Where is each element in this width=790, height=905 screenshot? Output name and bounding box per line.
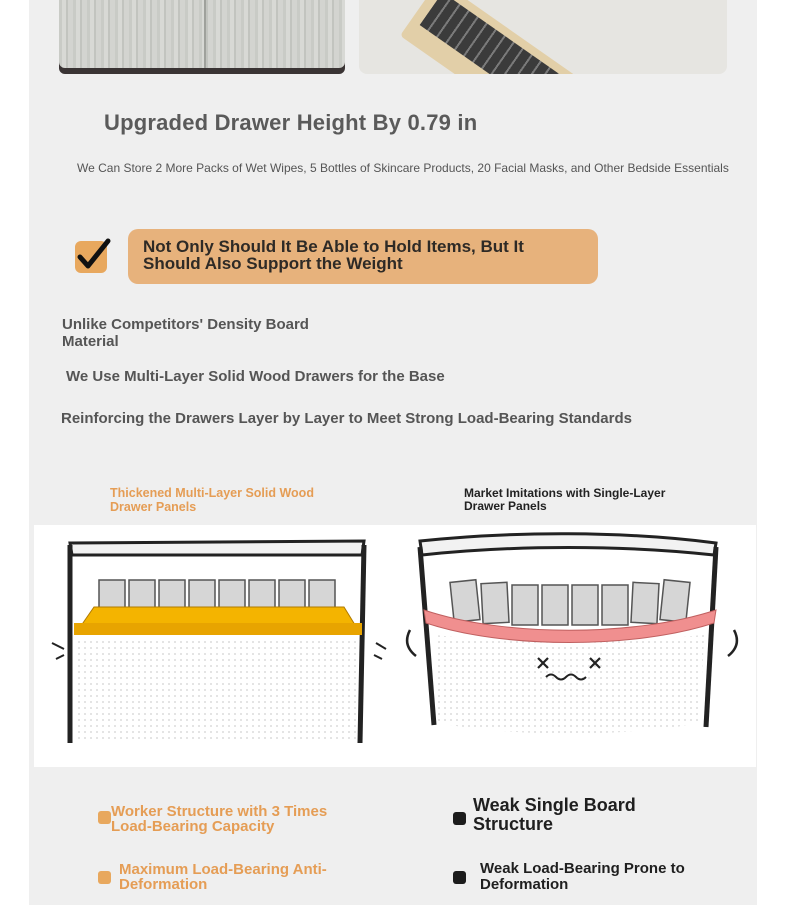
point-text: Unlike Competitors' Density Board Material — [62, 316, 309, 350]
subline: We Can Store 2 More Packs of Wet Wipes, 5 Bottles of Skincare Products, 20 Facial Masks, and Other Bedside Essentials — [77, 161, 729, 175]
bullet-square-icon — [453, 812, 466, 825]
bullet-square-icon — [453, 871, 466, 884]
right-caption: Market Imitations with Single-Layer Drawer Panels — [464, 486, 666, 513]
callout-pill — [128, 229, 598, 284]
left-caption: Thickened Multi-Layer Solid Wood Drawer Panels — [110, 486, 314, 514]
feature-text: Worker Structure with 3 Times Load-Bearing Capacity — [111, 803, 328, 835]
callout-text: Not Only Should It Be Able to Hold Items, But It Should Also Support the Weight — [143, 237, 524, 273]
drawer-organizer-photo — [359, 0, 727, 74]
check-icon — [75, 235, 113, 271]
feature-text: Maximum Load-Bearing Anti-Deformation — [119, 861, 327, 893]
point-text: Reinforcing the Drawers Layer by Layer to Meet Strong Load-Bearing Standards — [61, 410, 632, 427]
headline: Upgraded Drawer Height By 0.79 in — [104, 110, 478, 135]
feature-text: Weak Single Board Structure — [473, 795, 636, 834]
bullet-square-icon — [98, 871, 111, 884]
wood-texture-photo — [59, 0, 345, 74]
bullet-square-icon — [98, 811, 111, 824]
good-drawer-illustration — [52, 541, 386, 743]
feature-text: Weak Load-Bearing Prone to Deformation — [480, 860, 685, 893]
comparison-illustration — [34, 525, 756, 767]
check-badge — [75, 241, 107, 273]
weak-drawer-illustration — [407, 534, 737, 734]
point-text: We Use Multi-Layer Solid Wood Drawers for the Base — [66, 368, 445, 385]
